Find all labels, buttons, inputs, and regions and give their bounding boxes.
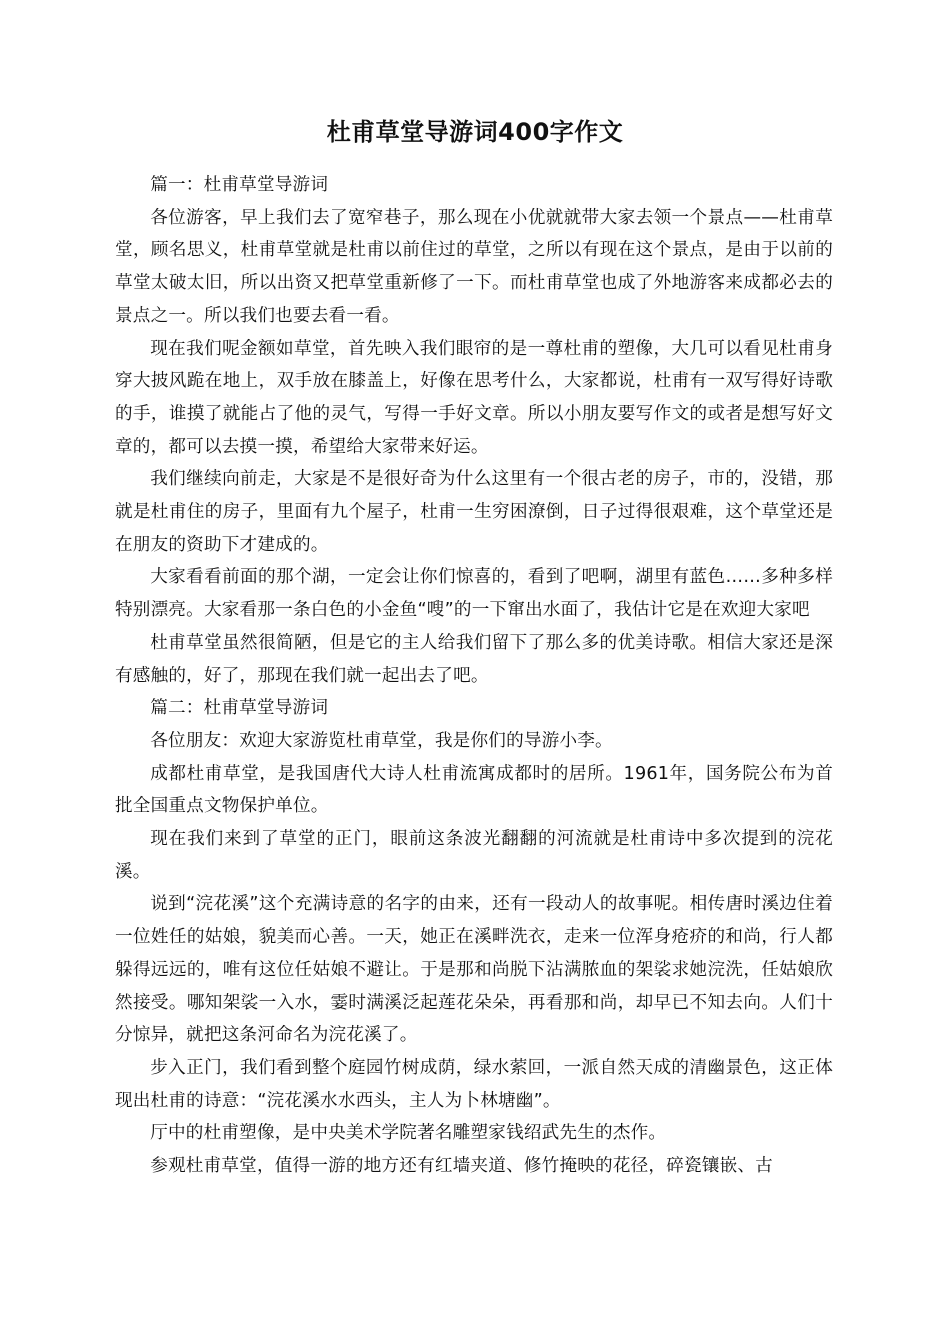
- paragraph: 杜甫草堂虽然很简陋，但是它的主人给我们留下了那么多的优美诗歌。相信大家还是深有感触的，好了，那现在我们就一起出去了吧。: [115, 632, 833, 686]
- document-title: 杜甫草堂导游词400字作文: [326, 118, 624, 146]
- paragraph: 说到“浣花溪”这个充满诗意的名字的由来，还有一段动人的故事呢。相传唐时溪边住着一位姓任的姑娘，貌美而心善。一天，她正在溪畔洗衣，走来一位浑身疮疥的和尚，行人都躲得远远的，唯有这位任姑娘不避让。于是那和尚脱下沾满脓血的架裟求她浣洗，任姑娘欣然接受。哪知架裟一入水，霎时满溪泛起莲花朵朵，再看那和尚，却早已不知去向。人们十分惊异，就把这条河命名为浣花溪了。: [115, 894, 833, 1046]
- section-heading-2: 篇二：杜甫草堂导游词: [150, 698, 329, 719]
- section-heading-1: 篇一：杜甫草堂导游词: [150, 175, 329, 195]
- paragraph: 大家看看前面的那个湖，一定会让你们惊喜的，看到了吧啊，湖里有蓝色……多种多样特别漂亮。大家看那一条白色的小金鱼“嗖”的一下窜出水面了，我估计它是在欢迎大家吧: [115, 567, 833, 621]
- paragraph: 厅中的杜甫塑像，是中央美术学院著名雕塑家钱绍武先生的杰作。: [150, 1123, 667, 1144]
- paragraph: 各位游客，早上我们去了宽窄巷子，那么现在小优就就带大家去领一个景点——杜甫草堂，顾名思义，杜甫草堂就是杜甫以前住过的草堂，之所以有现在这个景点，是由于以前的草堂太破太旧，所以出资又把草堂重新修了一下。而杜甫草堂也成了外地游客来成都必去的景点之一。所以我们也要去看一看。: [115, 207, 833, 326]
- document-body: [115, 169, 833, 1183]
- paragraph: 现在我们来到了草堂的正门，眼前这条波光翻翻的河流就是杜甫诗中多次提到的浣花溪。: [115, 829, 833, 882]
- paragraph: 各位朋友：欢迎大家游览杜甫草堂，我是你们的导游小李。: [150, 730, 613, 751]
- paragraph: 成都杜甫草堂，是我国唐代大诗人杜甫流寓成都时的居所。1961年，国务院公布为首批全国重点文物保护单位。: [115, 763, 833, 817]
- paragraph: 步入正门，我们看到整个庭园竹树成荫，绿水萦回，一派自然天成的清幽景色，这正体现出杜甫的诗意：“浣花溪水水西头，主人为卜林塘幽”。: [115, 1057, 833, 1111]
- paragraph: 参观杜甫草堂，值得一游的地方还有红墙夹道、修竹掩映的花径，碎瓷镶嵌、古: [150, 1156, 773, 1177]
- paragraph: 我们继续向前走，大家是不是很好奇为什么这里有一个很古老的房子，市的，没错，那就是杜甫住的房子，里面有九个屋子，杜甫一生穷困潦倒，日子过得很艰难，这个草堂还是在朋友的资助下才建成的。: [115, 469, 833, 555]
- paragraph: 现在我们呢金额如草堂，首先映入我们眼帘的是一尊杜甫的塑像，大几可以看见杜甫身穿大披风跪在地上，双手放在膝盖上，好像在思考什么，大家都说，杜甫有一双写得好诗歌的手，谁摸了就能占了他的灵气，写得一手好文章。所以小朋友要写作文的或者是想写好文章的，都可以去摸一摸，希望给大家带来好运。: [115, 338, 833, 457]
